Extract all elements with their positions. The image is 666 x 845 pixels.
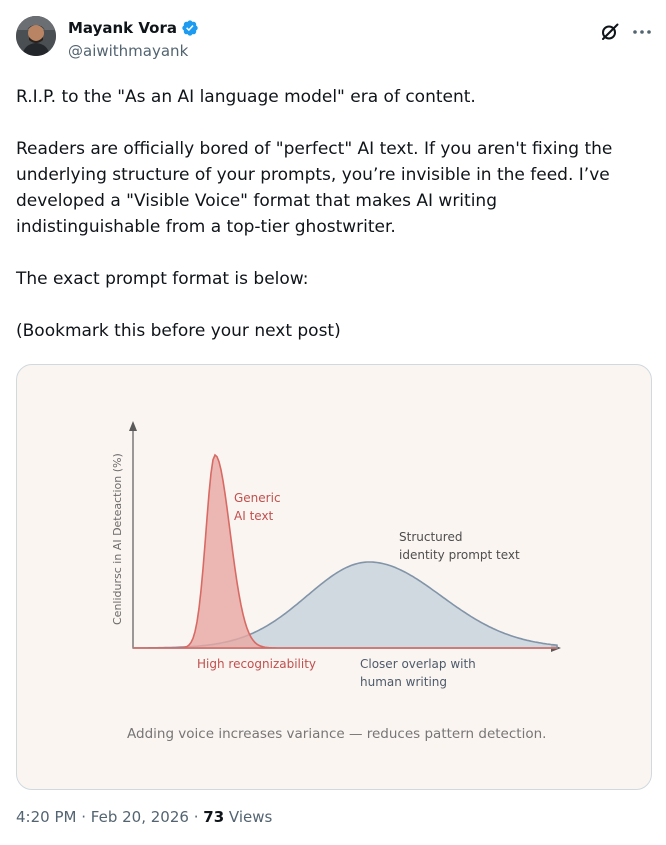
separator: ·	[81, 808, 87, 826]
verified-badge-icon[interactable]	[181, 19, 199, 37]
series-label-generic-line2: AI text	[234, 509, 274, 523]
y-axis-arrow	[129, 421, 137, 431]
views-count: 73	[203, 808, 225, 826]
author-handle[interactable]: @aiwithmayank	[68, 42, 189, 60]
tweet-time[interactable]: 4:20 PM	[16, 808, 77, 826]
y-axis-label: Cenlidursc in AI Deteaction (%)	[111, 453, 124, 625]
tweet-media-image[interactable]	[16, 364, 652, 790]
author-name-row[interactable]	[68, 19, 199, 37]
series-label-structured-line1: Structured	[399, 530, 463, 544]
series-label-structured-line2: identity prompt text	[399, 548, 520, 562]
author-name[interactable]: Mayank Vora	[68, 19, 177, 37]
views-label: Views	[228, 808, 273, 826]
avatar-image	[16, 16, 56, 56]
series-label-generic-line1: Generic	[234, 491, 281, 505]
tweet-text	[16, 84, 636, 344]
tweet-paragraph: The exact prompt format is below:	[16, 269, 309, 289]
grok-icon[interactable]	[598, 20, 622, 44]
annotation-closer-overlap-line1: Closer overlap with	[360, 657, 476, 671]
avatar[interactable]	[16, 16, 56, 56]
chart-caption: Adding voice increases variance — reduces pattern detection.	[127, 726, 547, 742]
more-options-icon[interactable]	[630, 20, 654, 44]
distribution-chart	[17, 365, 651, 789]
separator: ·	[193, 808, 199, 826]
tweet-date[interactable]: Feb 20, 2026	[90, 808, 189, 826]
annotation-high-recognizability: High recognizability	[197, 657, 317, 671]
tweet-paragraph: Readers are officially bored of "perfect" AI text. If you aren't fixing the underlying structure of your prompts, you’re invisible in the feed. I’ve developed a "Visible Voice" format that makes AI writing indistinguishable from a top-tier ghostwriter.	[16, 139, 613, 237]
tweet-paragraph: R.I.P. to the "As an AI language model" era of content.	[16, 87, 476, 107]
tweet-paragraph: (Bookmark this before your next post)	[16, 321, 341, 341]
tweet-metadata	[16, 808, 272, 826]
annotation-closer-overlap-line2: human writing	[360, 675, 448, 689]
